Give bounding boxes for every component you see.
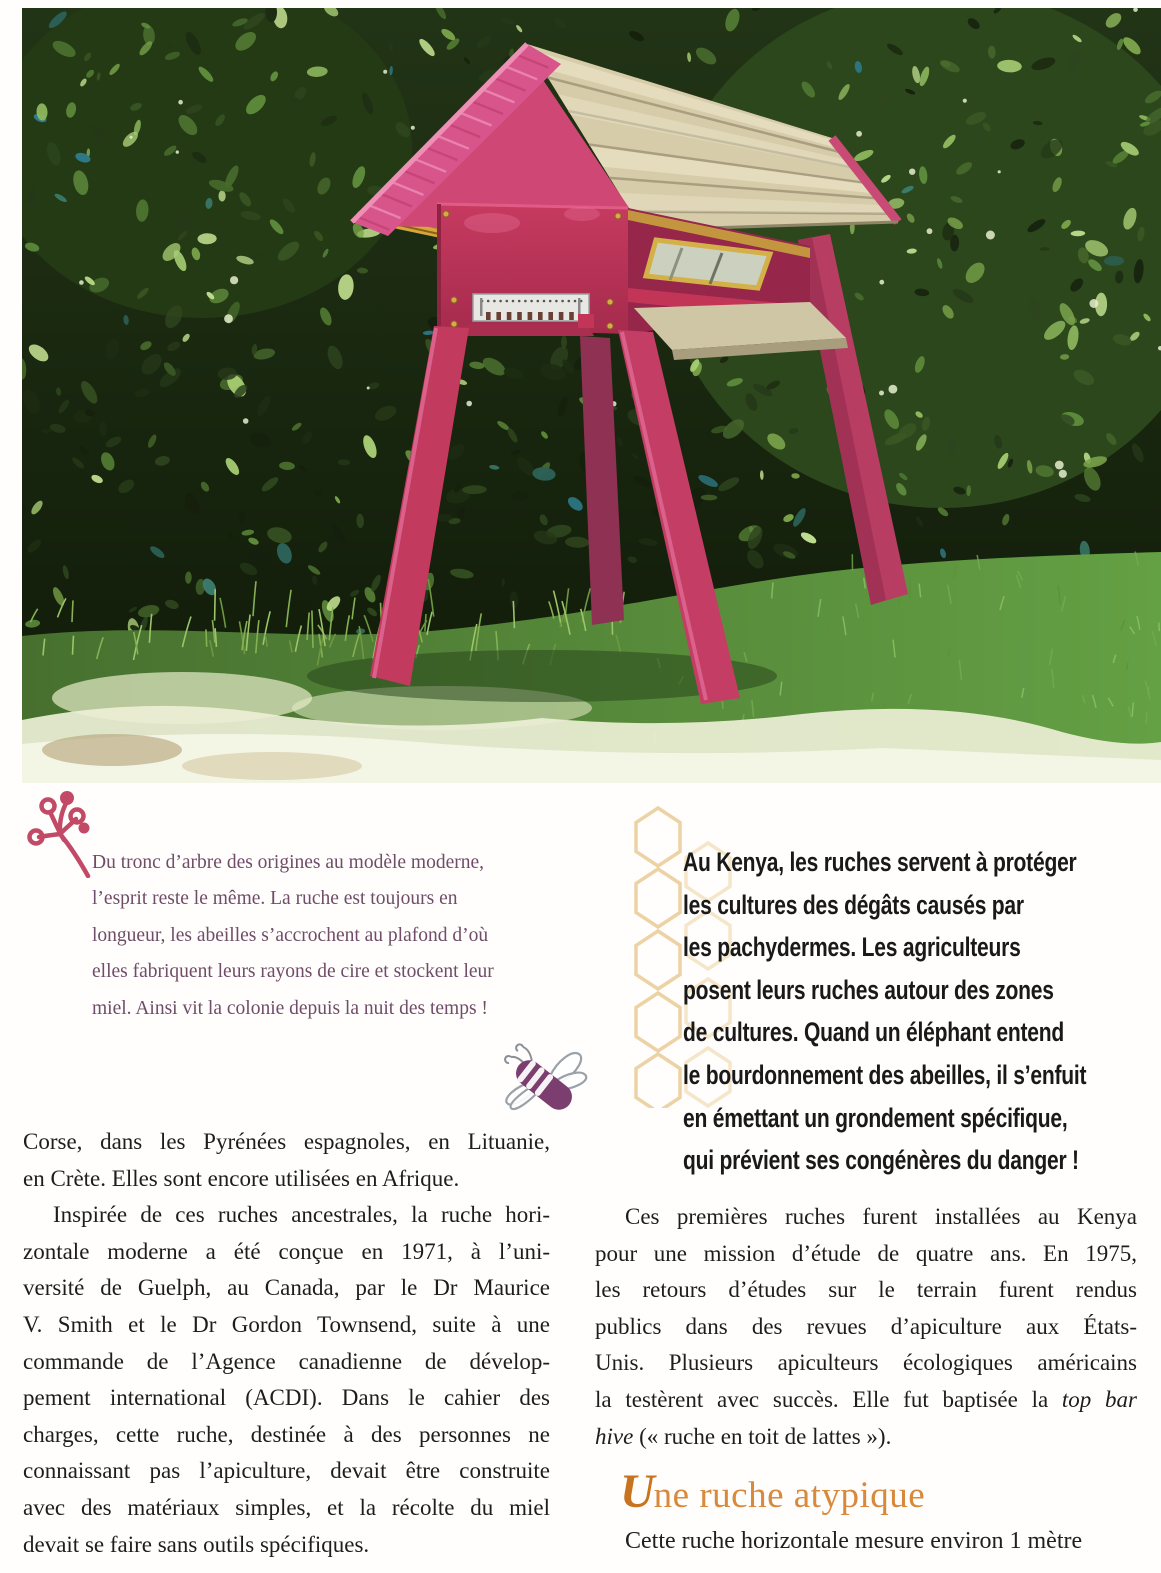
body-line bbox=[595, 1419, 1137, 1456]
kenya-sidebar bbox=[683, 841, 1151, 1182]
body-line: Ces premières ruches furent installées au Kenya bbox=[625, 1204, 1137, 1229]
body-line: les retours d’études sur le terrain furent rendus bbox=[595, 1277, 1137, 1303]
body-line: versité de Guelph, au Canada, par le Dr Maurice bbox=[23, 1275, 550, 1301]
section-first-line: Cette ruche horizontale mesure environ 1 mètre bbox=[625, 1528, 1083, 1554]
photo-caption bbox=[92, 845, 574, 1027]
body-line: pour une mission d’étude de quatre ans. En 1975, bbox=[595, 1240, 1137, 1266]
caption-line: l’esprit reste le même. La ruche est toujours en bbox=[92, 888, 458, 910]
sidebar-line: le bourdonnement des abeilles, il s’enfuit bbox=[683, 1059, 1087, 1090]
body-line: pement international (ACDI). Dans le cahier des bbox=[23, 1385, 550, 1411]
photo-scene bbox=[22, 8, 1161, 783]
hive-entrance bbox=[460, 294, 594, 336]
sidebar-line: posent leurs ruches autour des zones bbox=[683, 974, 1054, 1005]
body-line: Unis. Plusieurs apiculteurs écologiques américains bbox=[595, 1350, 1137, 1376]
body-line: charges, cette ruche, destinée à des personnes ne bbox=[23, 1421, 550, 1447]
hive-photo bbox=[22, 8, 1161, 783]
section-heading bbox=[620, 1464, 925, 1519]
sidebar-line: de cultures. Quand un éléphant entend bbox=[683, 1017, 1065, 1048]
body-line: publics dans des revues d’apiculture aux États- bbox=[595, 1313, 1137, 1339]
italic-term: hive bbox=[595, 1423, 634, 1449]
italic-term: top bar bbox=[1061, 1386, 1138, 1412]
body-line: Inspirée de ces ruches ancestrales, la ruche hori- bbox=[53, 1202, 550, 1228]
caption-line: elles fabriquent leurs rayons de cire et stockent leur bbox=[92, 961, 494, 983]
heading-drop-initial: U bbox=[620, 1465, 654, 1518]
sidebar-line: Au Kenya, les ruches servent à protéger bbox=[683, 847, 1077, 877]
caption-line: longueur, les abeilles s’accrochent au plafond d’où bbox=[92, 924, 489, 946]
caption-line: miel. Ainsi vit la colonie depuis la nuit des temps ! bbox=[92, 997, 488, 1019]
caption-line: Du tronc d’arbre des origines au modèle moderne, bbox=[92, 852, 485, 873]
body-line: en Crète. Elles sont encore utilisées en Afrique. bbox=[23, 1165, 460, 1191]
left-text-column bbox=[23, 1124, 550, 1563]
sidebar-line: qui prévient ses congénères du danger ! bbox=[683, 1145, 1079, 1176]
berry-branch-icon bbox=[26, 790, 96, 878]
body-line: Corse, dans les Pyrénées espagnoles, en Lituanie, bbox=[23, 1129, 550, 1154]
sidebar-line: en émettant un grondement spécifique, bbox=[683, 1102, 1068, 1133]
right-text-column bbox=[595, 1199, 1137, 1455]
body-line: connaissant pas l’apiculture, devait être construite bbox=[23, 1458, 550, 1484]
body-line bbox=[595, 1382, 1137, 1419]
body-line: devait se faire sans outils spécifiques. bbox=[23, 1531, 370, 1557]
heading-text: ne ruche atypique bbox=[653, 1475, 926, 1516]
body-text: la testèrent avec succès. Elle fut baptisée la bbox=[595, 1386, 1062, 1412]
sidebar-line: les pachydermes. Les agriculteurs bbox=[683, 932, 1021, 963]
body-line: avec des matériaux simples, et la récolte du miel bbox=[23, 1494, 550, 1520]
body-line: commande de l’Agence canadienne de dévelop- bbox=[23, 1348, 550, 1374]
bee-icon bbox=[498, 1042, 590, 1124]
sidebar-line: les cultures des dégâts causés par bbox=[683, 889, 1024, 920]
body-line: zontale moderne a été conçue en 1971, à l’uni- bbox=[23, 1238, 550, 1264]
body-line: V. Smith et le Dr Gordon Townsend, suite à une bbox=[23, 1311, 550, 1337]
body-text: (« ruche en toit de lattes »). bbox=[633, 1423, 892, 1449]
